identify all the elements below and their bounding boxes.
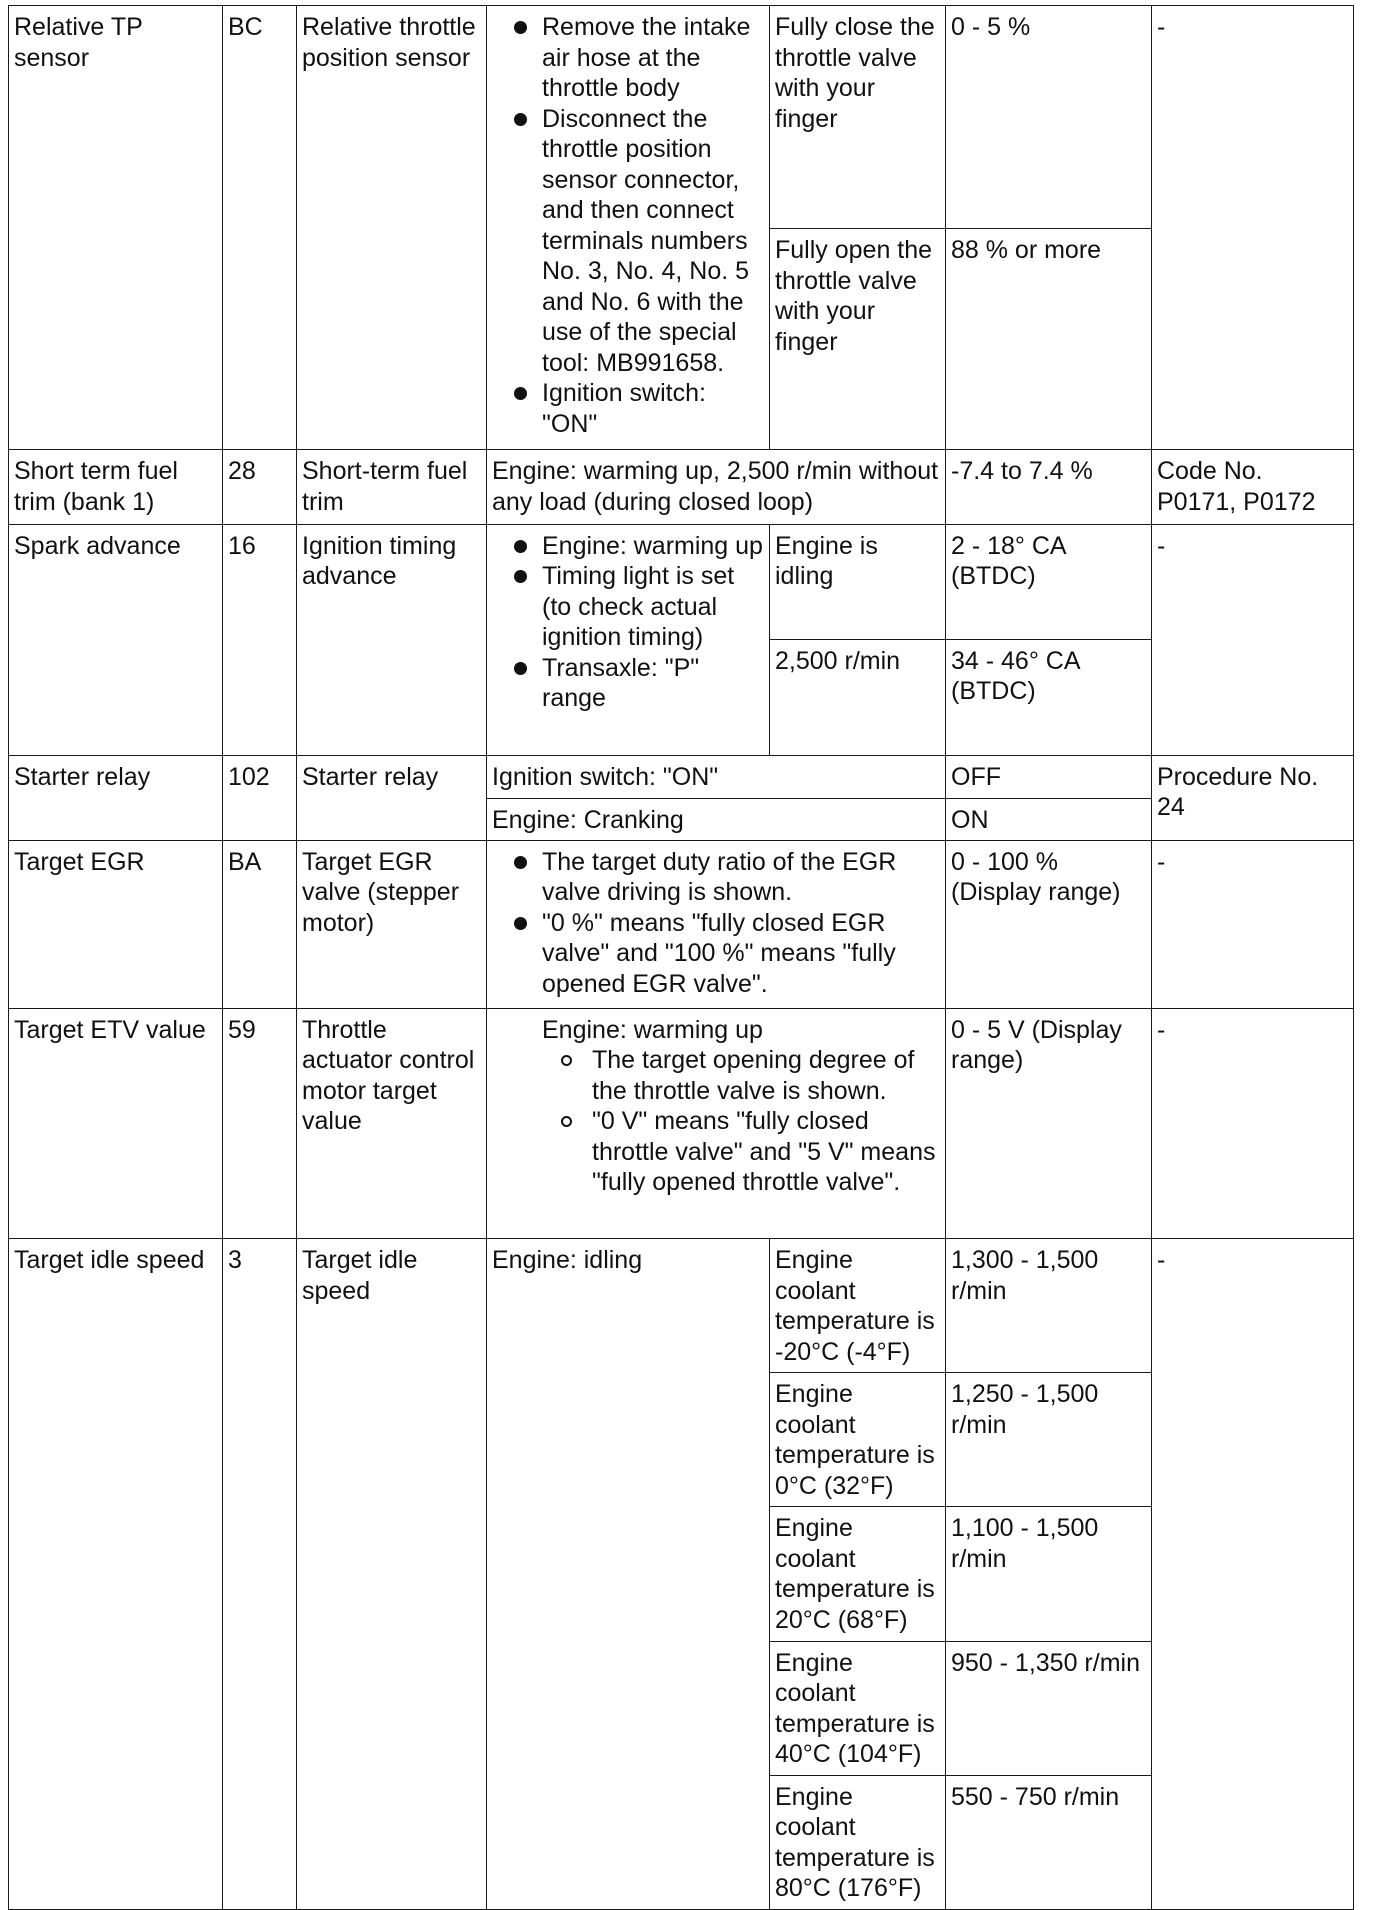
- normal-value-cell: 1,100 - 1,500 r/min: [946, 1507, 1152, 1641]
- reference-cell: -: [1152, 6, 1354, 450]
- reference-cell: -: [1152, 1008, 1354, 1238]
- normal-value-cell: 550 - 750 r/min: [946, 1775, 1152, 1909]
- sub-condition-cell: Engine is idling: [770, 524, 946, 639]
- reference-cell: Code No. P0171, P0172: [1152, 450, 1354, 524]
- condition-bullet: Disconnect the throttle position sensor connector, and then connect terminals numbers No. 3, No. 4, No. 5 and No. 6 with the use of the special tool: MB991658.: [542, 104, 764, 379]
- normal-value-cell: ON: [946, 798, 1152, 840]
- inspection-conditions-cell: [487, 524, 770, 755]
- condition-subitem: "0 V" means "fully closed throttle valve" and "5 V" means "fully opened throttle valve".: [592, 1106, 940, 1198]
- normal-value-cell: 88 % or more: [946, 229, 1152, 450]
- condition-bullet: Timing light is set (to check actual ignition timing): [542, 561, 764, 653]
- normal-value-cell: 0 - 5 V (Display range): [946, 1008, 1152, 1238]
- normal-value-cell: 0 - 5 %: [946, 6, 1152, 229]
- condition-subitem: The target opening degree of the throttle valve is shown.: [592, 1045, 940, 1106]
- item-name-cell: Short-term fuel trim: [297, 450, 487, 524]
- condition-heading: Engine: warming up: [542, 1015, 763, 1044]
- table-row: [9, 840, 1354, 1008]
- inspection-conditions-cell: [487, 840, 946, 1008]
- normal-value-cell: -7.4 to 7.4 %: [946, 450, 1152, 524]
- normal-value-cell: 1,300 - 1,500 r/min: [946, 1239, 1152, 1373]
- item-name-cell: Throttle actuator control motor target value: [297, 1008, 487, 1238]
- item-name-cell: Target EGR valve (stepper motor): [297, 840, 487, 1008]
- reference-cell: -: [1152, 840, 1354, 1008]
- item-cell: Target ETV value: [9, 1008, 223, 1238]
- reference-cell: -: [1152, 1239, 1354, 1910]
- condition-bullet: Ignition switch: "ON": [542, 378, 764, 439]
- sub-condition-cell: Fully close the throttle valve with your finger: [770, 6, 946, 229]
- normal-value-cell: 950 - 1,350 r/min: [946, 1641, 1152, 1775]
- condition-bullet: Remove the intake air hose at the throttle body: [542, 12, 764, 104]
- item-cell: Starter relay: [9, 755, 223, 840]
- item-name-cell: Target idle speed: [297, 1239, 487, 1910]
- item-no-cell: 16: [223, 524, 297, 755]
- item-cell: Target idle speed: [9, 1239, 223, 1910]
- item-no-cell: 59: [223, 1008, 297, 1238]
- normal-value-cell: 2 - 18° CA (BTDC): [946, 524, 1152, 639]
- condition-bullet: Transaxle: "P" range: [542, 653, 764, 714]
- item-name-cell: Relative throttle position sensor: [297, 6, 487, 450]
- item-cell: Spark advance: [9, 524, 223, 755]
- data-list-table: [8, 5, 1354, 1910]
- item-cell: Short term fuel trim (bank 1): [9, 450, 223, 524]
- item-cell: Target EGR: [9, 840, 223, 1008]
- item-no-cell: 102: [223, 755, 297, 840]
- item-cell: Relative TP sensor: [9, 6, 223, 450]
- inspection-conditions-cell: Ignition switch: "ON": [487, 755, 946, 798]
- inspection-conditions-cell: Engine: warming up, 2,500 r/min without any load (during closed loop): [487, 450, 946, 524]
- sub-condition-cell: Fully open the throttle valve with your finger: [770, 229, 946, 450]
- sub-condition-cell: 2,500 r/min: [770, 639, 946, 755]
- reference-cell: Procedure No. 24: [1152, 755, 1354, 840]
- normal-value-cell: 1,250 - 1,500 r/min: [946, 1373, 1152, 1507]
- item-no-cell: BC: [223, 6, 297, 450]
- normal-value-cell: 0 - 100 % (Display range): [946, 840, 1152, 1008]
- table-row: [9, 524, 1354, 639]
- item-name-cell: Starter relay: [297, 755, 487, 840]
- item-name-cell: Ignition timing advance: [297, 524, 487, 755]
- sub-condition-cell: Engine coolant temperature is 20°C (68°F): [770, 1507, 946, 1641]
- condition-bullet: The target duty ratio of the EGR valve driving is shown.: [542, 847, 940, 908]
- sub-condition-cell: Engine coolant temperature is 80°C (176°F): [770, 1775, 946, 1909]
- item-no-cell: 3: [223, 1239, 297, 1910]
- normal-value-cell: OFF: [946, 755, 1152, 798]
- inspection-conditions-cell: Engine: idling: [487, 1239, 770, 1910]
- condition-bullet: "0 %" means "fully closed EGR valve" and "100 %" means "fully opened EGR valve".: [542, 908, 940, 1000]
- table-row: [9, 755, 1354, 798]
- inspection-conditions-cell: [487, 6, 770, 450]
- condition-bullet: Engine: warming up: [542, 531, 763, 560]
- sub-condition-cell: Engine coolant temperature is -20°C (-4°F): [770, 1239, 946, 1373]
- table-row: [9, 450, 1354, 524]
- inspection-conditions-cell: Engine: Cranking: [487, 798, 946, 840]
- sub-condition-cell: Engine coolant temperature is 40°C (104°F): [770, 1641, 946, 1775]
- table-row: [9, 1239, 1354, 1373]
- normal-value-cell: 34 - 46° CA (BTDC): [946, 639, 1152, 755]
- table-row: [9, 1008, 1354, 1238]
- item-no-cell: 28: [223, 450, 297, 524]
- sub-condition-cell: Engine coolant temperature is 0°C (32°F): [770, 1373, 946, 1507]
- reference-cell: -: [1152, 524, 1354, 755]
- item-no-cell: BA: [223, 840, 297, 1008]
- table-row: [9, 6, 1354, 229]
- inspection-conditions-cell: [487, 1008, 946, 1238]
